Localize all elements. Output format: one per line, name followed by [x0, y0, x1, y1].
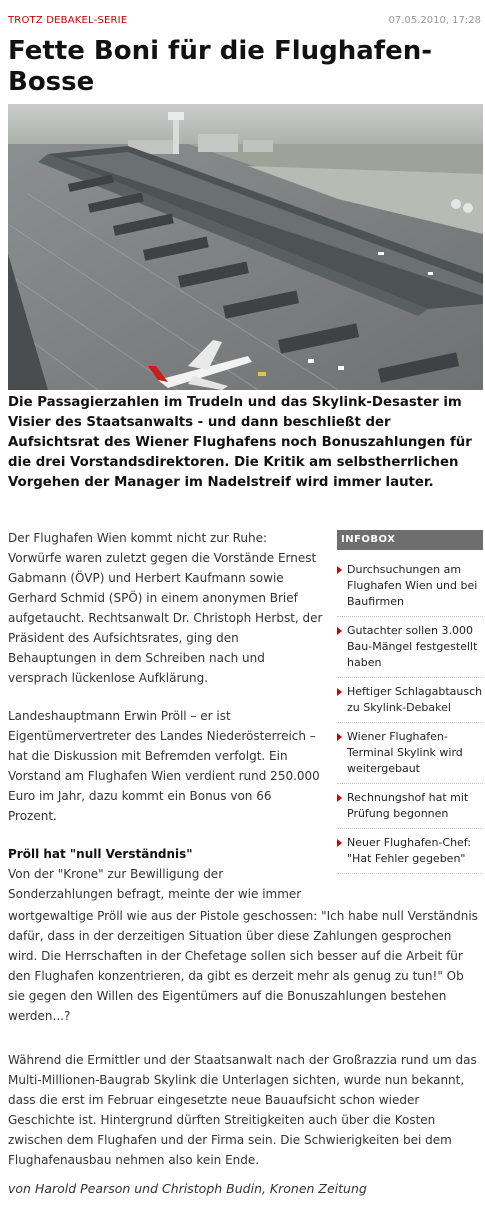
article-byline: von Harold Pearson und Christoph Budin, Kronen Zeitung: [8, 1181, 367, 1196]
infobox-link[interactable]: Heftiger Schlagabtausch zu Skylink-Debakel: [337, 678, 483, 723]
article-paragraph: Während die Ermittler und der Staatsanwalt nach der Großrazzia rund um das Multi-Millionen-Baugrab Skylink die Unterlagen sichten, wurde nun bekannt, dass die erst im Februar eingesetzte neue Bauaufsicht schon wieder Geschichte ist. Hintergrund dürften Streitigkeiten auch über die Kosten zwischen dem Flughafen und der Firma sein. Die Schwierigkeiten bei dem Flughafenausbau nehmen also kein Ende.: [8, 1053, 477, 1167]
article-headline: Fette Boni für die Flughafen-Bosse: [8, 36, 433, 97]
arrow-bullet-icon: [337, 627, 342, 635]
infobox: [337, 530, 483, 874]
arrow-bullet-icon: [337, 794, 342, 802]
article-body-wide: [8, 906, 480, 1026]
infobox-link[interactable]: Gutachter sollen 3.000 Bau-Mängel festgestellt haben: [337, 617, 483, 678]
article-paragraph-intro: Von der "Krone" zur Bewilligung der Sonderzahlungen befragt, meinte der wie immer: [8, 867, 302, 901]
article-paragraph: wortgewaltige Pröll wie aus der Pistole geschossen: "Ich habe null Verständnis dafür, dass in der derzeitigen Situation über diese Zahlungen gesprochen wird. Die Herrschaften in der Chefetage sollen sich besser auf die Arbeit für den Flughafen konzentrieren, da gibt es derzeit mehr als genug zu tun!" Ob sie gegen den Willen des Eigentümers auf die Bonuszahlungen bestehen werden...?: [8, 909, 478, 1023]
article-paragraph: Landeshauptmann Erwin Pröll – er ist Eigentümervertreter des Landes Niederösterreich – hat die Diskussion mit Befremden verfolgt. Ein Vorstand am Flughafen Wien verdient rund 250.000 Euro im Jahr, dazu kommt ein Bonus von 66 Prozent.: [8, 709, 320, 823]
infobox-link[interactable]: Rechnungshof hat mit Prüfung begonnen: [337, 784, 483, 829]
infobox-list: [337, 550, 483, 874]
article-body-wide: [8, 1050, 480, 1170]
arrow-bullet-icon: [337, 839, 342, 847]
article-lead: Die Passagierzahlen im Trudeln und das Skylink-Desaster im Visier des Staatsanwalts - und dann beschließt der Aufsichtsrat des Wiener Flughafens noch Bonuszahlungen für die drei Vorstandsdirektoren. Die Kritik am selbstherrlichen Vorgehen der Manager im Nadelstreif wird immer lauter.: [8, 395, 472, 490]
article-subheading: Pröll hat "null Verständnis": [8, 847, 193, 861]
arrow-bullet-icon: [337, 733, 342, 741]
infobox-link[interactable]: Durchsuchungen am Flughafen Wien und bei Baufirmen: [337, 550, 483, 617]
article-body-narrow: [8, 528, 323, 904]
arrow-bullet-icon: [337, 688, 342, 696]
infobox-link[interactable]: Neuer Flughafen-Chef: "Hat Fehler gegeben": [337, 829, 483, 874]
infobox-link[interactable]: Wiener Flughafen-Terminal Skylink wird weitergebaut: [337, 723, 483, 784]
article-date: 07.05.2010, 17:28: [388, 15, 481, 26]
arrow-bullet-icon: [337, 566, 342, 574]
article-kicker: TROTZ DEBAKEL-SERIE: [8, 15, 128, 26]
infobox-title: INFOBOX: [337, 530, 483, 550]
article-paragraph: Der Flughafen Wien kommt nicht zur Ruhe: Vorwürfe waren zuletzt gegen die Vorstände Ernest Gabmann (ÖVP) und Herbert Kaufmann sowie Gerhard Schmid (SPÖ) in einem anonymen Brief aufgetaucht. Rechtsanwalt Dr. Christoph Herbst, der Präsident des Aufsichtsrates, ging den Behauptungen in dem Schreiben nach und versprach lückenlose Aufklärung.: [8, 531, 323, 685]
airport-photo: [8, 104, 483, 390]
